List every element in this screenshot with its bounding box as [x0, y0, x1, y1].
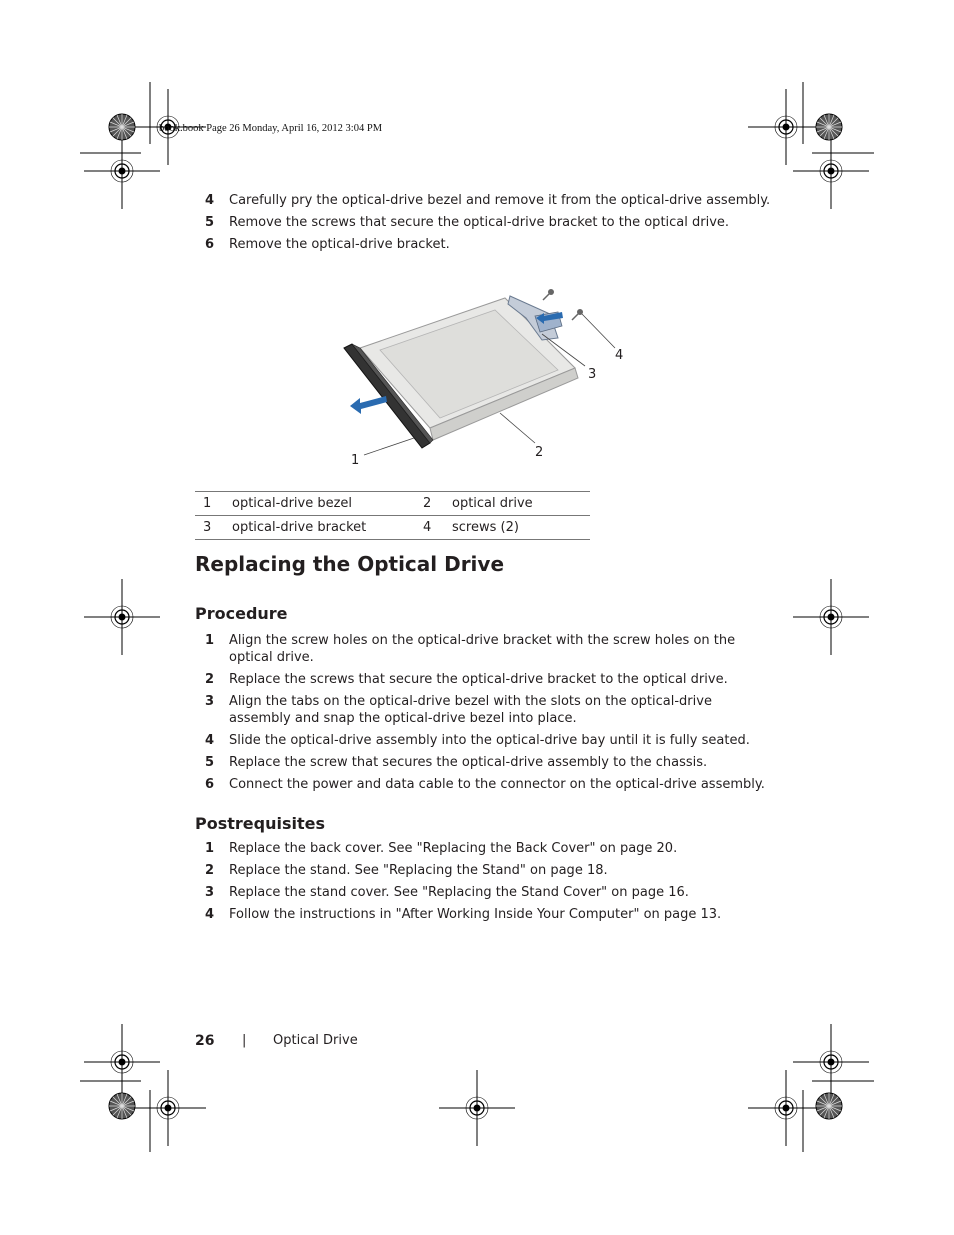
- callout-label: optical-drive bracket: [232, 516, 417, 540]
- callout-label: screws (2): [452, 516, 590, 540]
- step-number: 2: [205, 863, 215, 878]
- step-text: Remove the screws that secure the optical-drive bracket to the optical drive.: [229, 215, 730, 230]
- step-text: Align the tabs on the optical-drive bezel with the slots on the optical-drive assembly and snap the optical-drive bezel into place.: [229, 694, 712, 726]
- step-text: Replace the screws that secure the optical-drive bracket to the optical drive.: [229, 672, 728, 687]
- list-item: [195, 192, 775, 209]
- callout-number: 1: [195, 492, 232, 516]
- step-number: 6: [205, 237, 215, 252]
- callout-label-4: 4: [615, 348, 624, 363]
- table-row: [195, 516, 590, 540]
- step-number: 5: [205, 755, 215, 770]
- list-item: [195, 906, 775, 923]
- list-item: [195, 884, 775, 901]
- callout-number: 4: [417, 516, 452, 540]
- step-number: 1: [205, 841, 215, 856]
- step-text: Replace the back cover. See "Replacing the Back Cover" on page 20.: [229, 841, 678, 856]
- callout-label: optical-drive bezel: [232, 492, 417, 516]
- list-item: [195, 840, 775, 857]
- list-item: [195, 671, 775, 688]
- step-number: 4: [205, 193, 215, 208]
- list-item: [195, 862, 775, 879]
- step-text: Follow the instructions in "After Working Inside Your Computer" on page 13.: [229, 907, 722, 922]
- page-number: 26: [195, 1033, 215, 1049]
- step-number: 3: [205, 694, 215, 709]
- footer-chapter-title: Optical Drive: [273, 1033, 358, 1048]
- step-text: Slide the optical-drive assembly into the optical-drive bay until it is fully seated.: [229, 733, 750, 748]
- list-item: [195, 632, 775, 666]
- callout-number: 2: [417, 492, 452, 516]
- list-item: [195, 732, 775, 749]
- step-number: 6: [205, 777, 215, 792]
- list-item: [195, 776, 775, 793]
- printer-slug-line: book.book Page 26 Monday, April 16, 2012 3:04 PM: [159, 123, 383, 134]
- table-row: [195, 492, 590, 516]
- callout-number: 3: [195, 516, 232, 540]
- footer-separator: |: [242, 1033, 247, 1048]
- callout-label: optical drive: [452, 492, 590, 516]
- procedure-steps-list: [195, 632, 775, 798]
- list-item: [195, 754, 775, 771]
- step-text: Remove the optical-drive bracket.: [229, 237, 450, 252]
- list-item: [195, 693, 775, 727]
- list-item: [195, 214, 775, 231]
- step-text: Replace the stand cover. See "Replacing the Stand Cover" on page 16.: [229, 885, 689, 900]
- step-text: Replace the stand. See "Replacing the Stand" on page 18.: [229, 863, 608, 878]
- step-text: Replace the screw that secures the optical-drive assembly to the chassis.: [229, 755, 708, 770]
- step-number: 1: [205, 633, 215, 648]
- step-text: Carefully pry the optical-drive bezel and remove it from the optical-drive assembly.: [229, 193, 771, 208]
- removal-steps-list: [195, 192, 775, 258]
- step-number: 4: [205, 907, 215, 922]
- list-item: [195, 236, 775, 253]
- procedure-heading: Procedure: [195, 604, 288, 623]
- callout-label-3: 3: [588, 367, 597, 382]
- optical-drive-illustration: [330, 278, 640, 468]
- step-number: 3: [205, 885, 215, 900]
- postrequisites-steps-list: [195, 840, 775, 928]
- step-number: 4: [205, 733, 215, 748]
- step-number: 5: [205, 215, 215, 230]
- callout-label-2: 2: [535, 445, 544, 460]
- callout-label-1: 1: [351, 453, 360, 468]
- callout-legend-table: [195, 491, 590, 540]
- postrequisites-heading: Postrequisites: [195, 814, 325, 833]
- step-text: Align the screw holes on the optical-drive bracket with the screw holes on the optical drive.: [229, 633, 736, 665]
- section-title: Replacing the Optical Drive: [195, 552, 505, 576]
- step-number: 2: [205, 672, 215, 687]
- step-text: Connect the power and data cable to the connector on the optical-drive assembly.: [229, 777, 765, 792]
